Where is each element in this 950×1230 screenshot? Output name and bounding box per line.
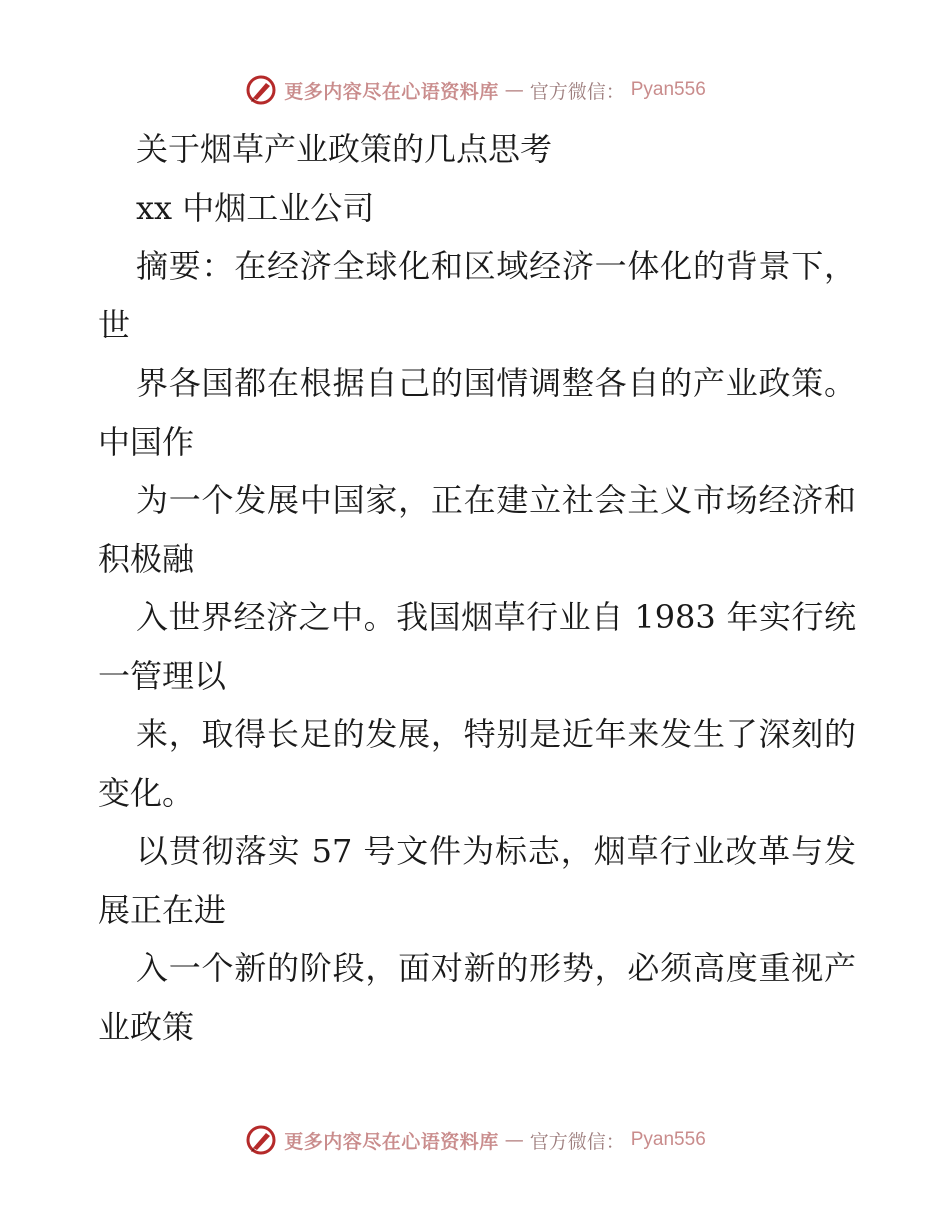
banner-wechat-id: Pyan556 (630, 79, 706, 100)
paragraph: 来，取得长足的发展，特别是近年来发生了深刻的变化。 (98, 715, 856, 812)
paragraph: 入世界经济之中。我国烟草行业自 1983 年实行统一管理以 (98, 598, 856, 695)
document-author: xx 中烟工业公司 (136, 188, 375, 227)
banner-separator: — (504, 79, 524, 101)
banner-site-text: 更多内容尽在心语资料库 (284, 1130, 499, 1153)
paragraph: 以贯彻落实 57 号文件为标志，烟草行业改革与发展正在进 (98, 832, 856, 929)
banner-separator: — (504, 1129, 524, 1151)
banner-wechat-label: 官方微信： (529, 80, 625, 103)
footer-banner (0, 1120, 950, 1160)
pen-logo-icon (244, 73, 278, 107)
banner-wechat-id: Pyan556 (630, 1129, 706, 1150)
pen-logo-icon (244, 1123, 278, 1157)
paragraph: 界各国都在根据自己的国情调整各自的产业政策。中国作 (98, 364, 856, 461)
document-body (98, 120, 856, 1056)
paragraph: 摘要：在经济全球化和区域经济一体化的背景下，世 (98, 247, 856, 344)
document-title: 关于烟草产业政策的几点思考 (136, 130, 553, 168)
banner-wechat-label: 官方微信： (529, 1130, 625, 1153)
paragraph: 为一个发展中国家，正在建立社会主义市场经济和积极融 (98, 481, 856, 578)
header-banner (0, 70, 950, 110)
paragraph: 入一个新的阶段，面对新的形势，必须高度重视产业政策 (98, 949, 856, 1046)
banner-site-text: 更多内容尽在心语资料库 (284, 80, 499, 103)
